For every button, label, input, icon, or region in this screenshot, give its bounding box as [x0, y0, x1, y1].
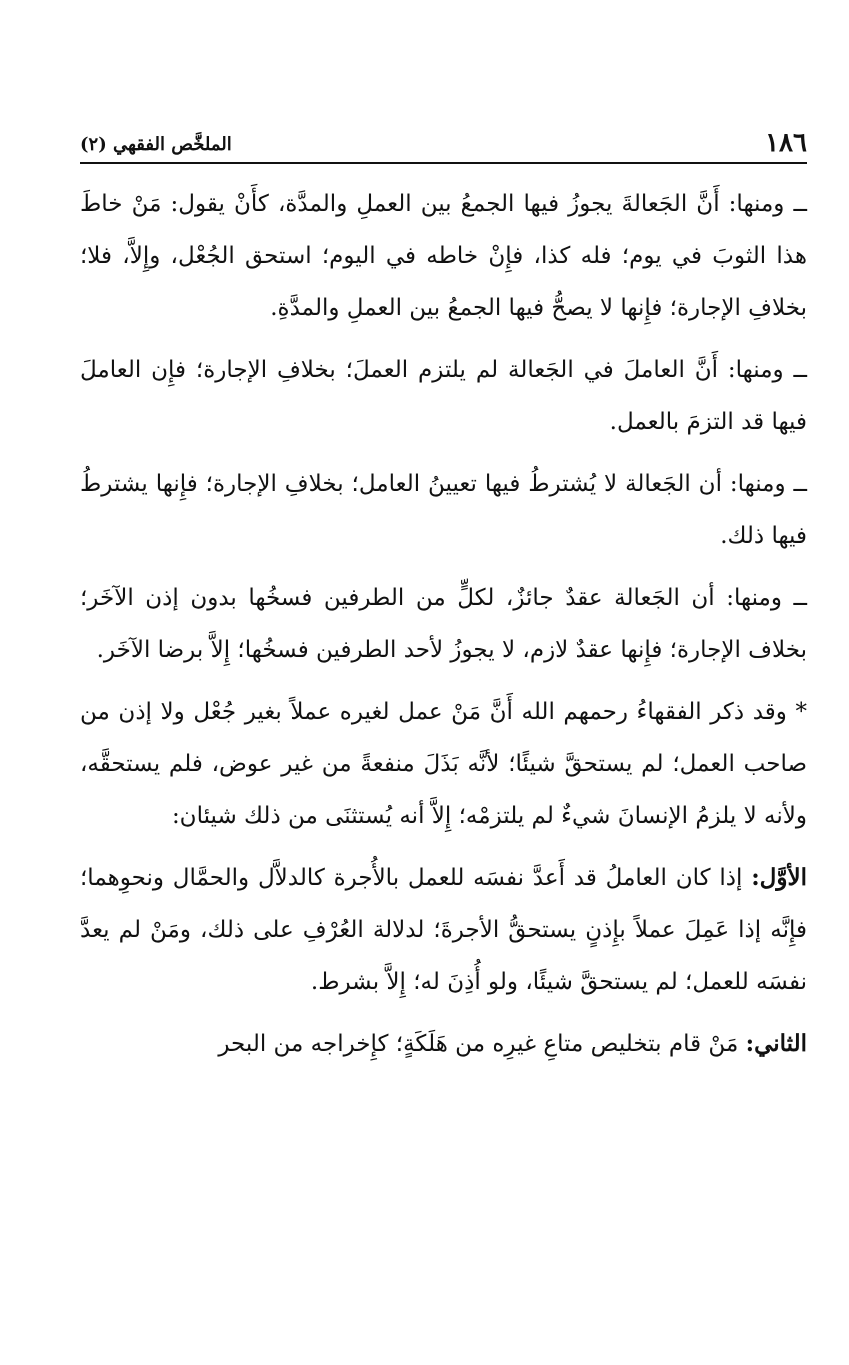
- paragraph-text: ــ ومنها: أن الجَعالة لا يُشترطُ فيها تعيينُ العامل؛ بخلافِ الإجارة؛ فإِنها يشترطُ فيها ذلك.: [80, 471, 807, 549]
- paragraph-text: * وقد ذكر الفقهاءُ رحمهم الله أَنَّ مَنْ عمل لغيره عملاً بغير جُعْل ولا إذن من صاحب العمل؛ لم يستحقَّ شيئًا؛ لأنَّه بَذَلَ منفعةً من غير عوض، فلم يستحقَّه، ولأنه لا يلزمُ الإنسانَ شيءٌ لم يلتزمْه؛ إِلاَّ أنه يُستثنَى من ذلك شيئان:: [80, 699, 807, 829]
- page-header: [80, 118, 807, 158]
- paragraph-text: ــ ومنها: أن الجَعالة عقدٌ جائزٌ، لكلٍّ من الطرفين فسخُها بدون إذن الآخَر؛ بخلاف الإجارة؛ فإِنها عقدٌ لازم، لا يجوزُ لأحد الطرفين فسخُها؛ إِلاَّ برضا الآخَر.: [80, 585, 807, 663]
- running-title: الملخَّص الفقهي (٢): [80, 134, 232, 155]
- paragraph-lead: الثاني:: [745, 1030, 807, 1057]
- book-page: [80, 118, 807, 1080]
- paragraph-text: ــ ومنها: أَنَّ العاملَ في الجَعالة لم يلتزم العملَ؛ بخلافِ الإجارة؛ فإِن العاملَ فيها قد التزمَ بالعمل.: [80, 357, 807, 435]
- paragraph: [80, 178, 807, 334]
- paragraph: [80, 572, 807, 676]
- paragraph: [80, 852, 807, 1008]
- header-divider: [80, 162, 807, 164]
- paragraph: [80, 458, 807, 562]
- paragraph-text: مَنْ قام بتخليص متاعِ غيرِه من هَلَكَةٍ؛ كإِخراجه من البحر: [218, 1031, 739, 1057]
- paragraph: [80, 344, 807, 448]
- paragraph: [80, 1018, 807, 1070]
- paragraph-text: إذا كان العاملُ قد أَعدَّ نفسَه للعمل بالأُجرة كالدلاَّل والحمَّال ونحوِهما؛ فإِنَّه إذا عَمِلَ عملاً بإِذنٍ يستحقُّ الأجرةَ؛ لدلالة العُرْفِ على ذلك، ومَنْ لم يعدَّ نفسَه للعمل؛ لم يستحقَّ شيئًا، ولو أُذِنَ له؛ إِلاَّ بشرط.: [80, 865, 807, 995]
- paragraph-lead: الأوَّل:: [751, 864, 808, 891]
- paragraph-text: ــ ومنها: أَنَّ الجَعالةَ يجوزُ فيها الجمعُ بين العملِ والمدَّة، كأَنْ يقول: مَنْ خاطَ هذا الثوبَ في يوم؛ فله كذا، فإِنْ خاطه في اليوم؛ استحق الجُعْل، وإِلاَّ، فلا؛ بخلافِ الإجارة؛ فإِنها لا يصحُّ فيها الجمعُ بين العملِ والمدَّةِ.: [80, 191, 807, 321]
- page-number: ١٨٦: [765, 128, 807, 158]
- paragraph: [80, 686, 807, 842]
- page-body: [80, 178, 807, 1070]
